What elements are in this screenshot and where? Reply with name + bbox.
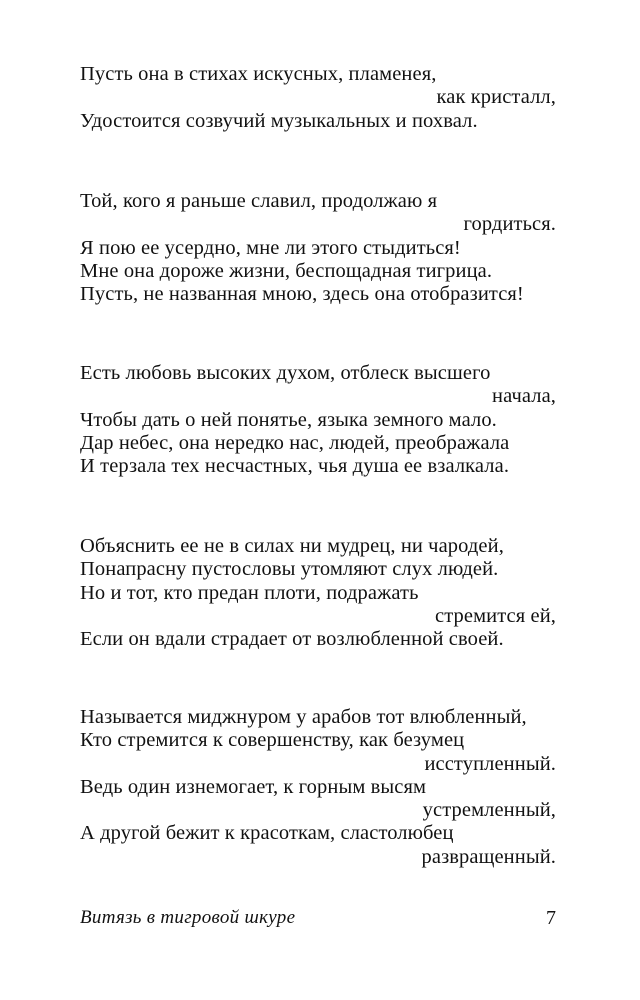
- poem-line-continuation: как кристалл,: [436, 86, 556, 109]
- running-title: Витязь в тигровой шкуре: [80, 907, 296, 928]
- poem-line: Чтобы дать о ней понятье, языка земного мало.: [80, 408, 497, 431]
- stanza: [80, 63, 556, 133]
- poem-line: Если он вдали страдает от возлюбленной своей.: [80, 628, 504, 651]
- poem-line: Но и тот, кто предан плоти, подражать: [80, 581, 419, 604]
- poem-line: Ведь один изнемогает, к горным высям: [80, 775, 427, 798]
- poem-line: Называется миджнуром у арабов тот влюбленный,: [80, 706, 527, 728]
- poem-line: Объяснить ее не в силах ни мудрец, ни чародей,: [80, 535, 504, 557]
- stanza: [80, 535, 556, 651]
- stanza: [80, 190, 556, 306]
- poem-line: Я пою ее усердно, мне ли этого стыдиться!: [80, 236, 461, 259]
- page-number: 7: [546, 907, 556, 929]
- page-footer: [80, 906, 556, 934]
- poem-line: Понапрасну пустословы утомляют слух людей.: [80, 558, 499, 581]
- poem-line-continuation: развращенный.: [421, 845, 556, 868]
- poem-line: И терзала тех несчастных, чья душа ее взалкала.: [80, 455, 510, 478]
- poem-line-continuation: стремится ей,: [435, 604, 556, 627]
- poem-line-continuation: исступленный.: [424, 752, 556, 775]
- poem-line-continuation: гордиться.: [463, 213, 556, 236]
- stanza: [80, 706, 556, 869]
- poem-line: Той, кого я раньше славил, продолжаю я: [80, 190, 438, 212]
- poem-line: Мне она дороже жизни, беспощадная тигрица.: [80, 259, 493, 282]
- poem-line: Кто стремится к совершенству, как безумец: [80, 729, 465, 752]
- poem-line: А другой бежит к красоткам, сластолюбец: [80, 822, 454, 845]
- poem-line: Пусть, не названная мною, здесь она отобразится!: [80, 283, 524, 306]
- poem-line: Удостоится созвучий музыкальных и похвал.: [80, 109, 478, 132]
- stanza: [80, 362, 556, 478]
- poem-line: Дар небес, она нередко нас, людей, преображала: [80, 431, 510, 454]
- poem-line: Пусть она в стихах искусных, пламенея,: [80, 63, 437, 85]
- poem-line-continuation: начала,: [492, 385, 556, 408]
- poem-line: Есть любовь высоких духом, отблеск высшего: [80, 362, 491, 384]
- poem-line-continuation: устремленный,: [422, 799, 556, 822]
